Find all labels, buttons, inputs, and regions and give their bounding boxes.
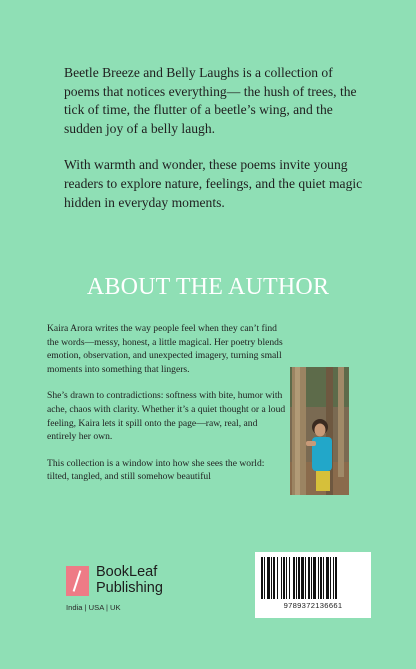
bio-paragraph: This collection is a window into how she sees the world: tilted, tangled, and still somehow beautiful <box>47 457 265 483</box>
barcode-bar <box>305 557 306 599</box>
barcode-bar <box>296 557 297 599</box>
bookleaf-logo-icon <box>66 566 89 596</box>
bio-paragraph: Kaira Arora writes the way people feel when they can’t find the words—messy, honest, a little magical. Her poetry blends emotion, observation, and unexpected imagery, turning small moments into something that lingers. <box>47 323 283 375</box>
barcode-bar <box>273 557 275 599</box>
barcode-bar <box>283 557 285 599</box>
barcode-bar <box>277 557 278 599</box>
isbn-number: 9789372136661 <box>283 601 343 610</box>
barcode-bar <box>313 557 316 599</box>
barcode-bar <box>311 557 312 599</box>
publisher-name <box>96 564 163 596</box>
blurb-paragraph: Beetle Breeze and Belly Laughs is a collection of poems that notices everything— the hush of trees, the tick of time, the flutter of a beetle’s wing, and the sudden joy of a belly laugh. <box>64 65 357 136</box>
barcode-bar <box>293 557 295 599</box>
barcode-bar <box>308 557 310 599</box>
barcode-bar <box>271 557 272 599</box>
publisher-name-line2: Publishing <box>96 580 163 596</box>
barcode-bar <box>318 557 319 599</box>
barcode-bar <box>330 557 331 599</box>
blurb-paragraph: With warmth and wonder, these poems invite young readers to explore nature, feelings, and the quiet magic hidden in everyday moments. <box>64 157 363 210</box>
publisher-logo <box>66 566 236 616</box>
barcode-bar <box>267 557 270 599</box>
back-cover-blurb <box>64 64 364 230</box>
author-photo <box>290 367 349 495</box>
barcode-bar <box>301 557 304 599</box>
barcode-bar <box>298 557 300 599</box>
barcode-bar <box>264 557 265 599</box>
about-author-heading: ABOUT THE AUTHOR <box>86 274 330 300</box>
publisher-name-line1: BookLeaf <box>96 564 158 580</box>
barcode-bar <box>335 557 337 599</box>
barcode-bar <box>333 557 334 599</box>
bio-paragraph: She’s drawn to contradictions: softness with bite, humor with ache, chaos with clarity. Whether it’s a quiet thought or a loud feeling, Kaira lets it spill onto the page—raw, real, and entirely her own. <box>47 390 286 443</box>
author-bio <box>47 322 287 497</box>
barcode-icon <box>261 557 365 599</box>
barcode-bar <box>281 557 282 599</box>
barcode-bar <box>323 557 324 599</box>
isbn-barcode <box>255 552 371 618</box>
barcode-bar <box>289 557 290 599</box>
barcode-bar <box>261 557 263 599</box>
publisher-regions: India | USA | UK <box>66 603 121 612</box>
barcode-bar <box>286 557 287 599</box>
barcode-bar <box>320 557 322 599</box>
barcode-bar <box>326 557 329 599</box>
